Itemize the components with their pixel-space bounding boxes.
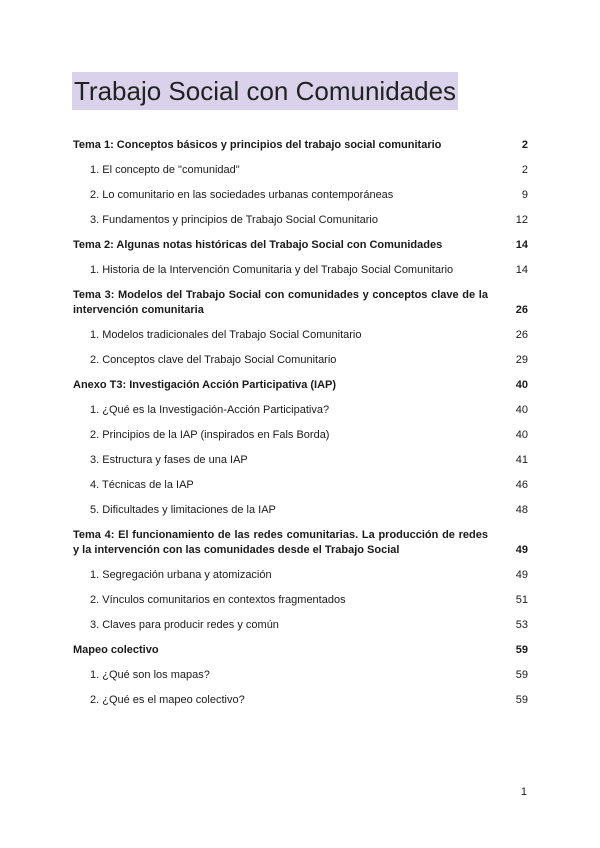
toc-entry-title: 2. Vínculos comunitarios en contextos fragmentados	[90, 594, 346, 606]
toc-entry[interactable]	[73, 353, 528, 368]
toc-entry-page: 49	[515, 544, 528, 556]
toc-entry[interactable]	[73, 263, 528, 278]
toc-entry-title: Tema 1: Conceptos básicos y principios del trabajo social comunitario	[73, 139, 442, 151]
toc-entry-page: 40	[515, 379, 528, 391]
toc-entry[interactable]	[73, 453, 528, 468]
footer-page-number: 1	[520, 786, 527, 798]
toc-entry-page: 2	[521, 164, 528, 176]
toc-entry-page: 59	[515, 669, 528, 681]
toc-entry-page: 41	[515, 454, 528, 466]
toc-entry-title: 5. Dificultades y limitaciones de la IAP	[90, 504, 276, 516]
title-wrapper	[72, 72, 458, 110]
toc-entry-title: 2. ¿Qué es el mapeo colectivo?	[90, 694, 245, 706]
toc-entry-page: 46	[515, 479, 528, 491]
toc-entry-title: Tema 3: Modelos del Trabajo Social con comunidades y conceptos clave de la intervención comunitaria	[73, 289, 488, 316]
toc-entry[interactable]	[73, 593, 528, 608]
toc-entry-page: 48	[515, 504, 528, 516]
toc-entry-page: 59	[515, 694, 528, 706]
toc-entry-page: 14	[515, 264, 528, 276]
toc-entry[interactable]	[73, 328, 528, 343]
toc-section[interactable]	[73, 643, 528, 658]
toc-entry-page: 49	[515, 569, 528, 581]
toc-entry-page: 40	[515, 404, 528, 416]
toc-section[interactable]	[73, 528, 528, 558]
toc-entry[interactable]	[73, 668, 528, 683]
toc-section[interactable]	[73, 238, 528, 253]
toc-entry-title: 1. Segregación urbana y atomización	[90, 569, 272, 581]
toc-entry[interactable]	[73, 188, 528, 203]
toc-entry-title: Tema 2: Algunas notas históricas del Trabajo Social con Comunidades	[73, 239, 443, 251]
table-of-contents	[73, 138, 528, 708]
toc-entry-title: 1. Modelos tradicionales del Trabajo Social Comunitario	[90, 329, 362, 341]
toc-entry-title: 2. Lo comunitario en las sociedades urbanas contemporáneas	[90, 189, 394, 201]
toc-entry-title: 4. Técnicas de la IAP	[90, 479, 194, 491]
toc-entry-page: 9	[521, 189, 528, 201]
page-title: Trabajo Social con Comunidades	[72, 72, 458, 110]
toc-entry-title: 2. Conceptos clave del Trabajo Social Comunitario	[90, 354, 337, 366]
toc-entry[interactable]	[73, 163, 528, 178]
toc-entry-title: 3. Estructura y fases de una IAP	[90, 454, 248, 466]
toc-entry-title: Anexo T3: Investigación Acción Participativa (IAP)	[73, 379, 337, 391]
toc-entry[interactable]	[73, 618, 528, 633]
toc-entry-title: 1. ¿Qué son los mapas?	[90, 669, 210, 681]
toc-entry-title: 1. Historia de la Intervención Comunitaria y del Trabajo Social Comunitario	[90, 264, 454, 276]
toc-entry-page: 59	[515, 644, 528, 656]
toc-entry-page: 26	[515, 304, 528, 316]
toc-entry-page: 26	[515, 329, 528, 341]
toc-entry-title: 2. Principios de la IAP (inspirados en Fals Borda)	[90, 429, 330, 441]
toc-entry[interactable]	[73, 693, 528, 708]
toc-entry[interactable]	[73, 213, 528, 228]
toc-entry-title: Tema 4: El funcionamiento de las redes comunitarias. La producción de redes y la intervención con las comunidades desde el Trabajo Social	[73, 529, 488, 556]
toc-entry-title: 3. Claves para producir redes y común	[90, 619, 279, 631]
toc-entry-title: 3. Fundamentos y principios de Trabajo Social Comunitario	[90, 214, 378, 226]
toc-entry-page: 29	[515, 354, 528, 366]
toc-section[interactable]	[73, 288, 528, 318]
toc-section[interactable]	[73, 138, 528, 153]
toc-section[interactable]	[73, 378, 528, 393]
toc-entry[interactable]	[73, 568, 528, 583]
toc-entry-page: 12	[515, 214, 528, 226]
toc-entry[interactable]	[73, 428, 528, 443]
toc-entry-page: 2	[521, 139, 528, 151]
toc-entry-page: 53	[515, 619, 528, 631]
toc-entry[interactable]	[73, 478, 528, 493]
toc-entry[interactable]	[73, 403, 528, 418]
toc-entry-page: 40	[515, 429, 528, 441]
toc-entry-page: 14	[515, 239, 528, 251]
toc-entry-title: 1. ¿Qué es la Investigación-Acción Participativa?	[90, 404, 330, 416]
toc-entry-title: Mapeo colectivo	[73, 644, 159, 656]
toc-entry-title: 1. El concepto de "comunidad"	[90, 164, 240, 176]
toc-entry-page: 51	[515, 594, 528, 606]
toc-entry[interactable]	[73, 503, 528, 518]
